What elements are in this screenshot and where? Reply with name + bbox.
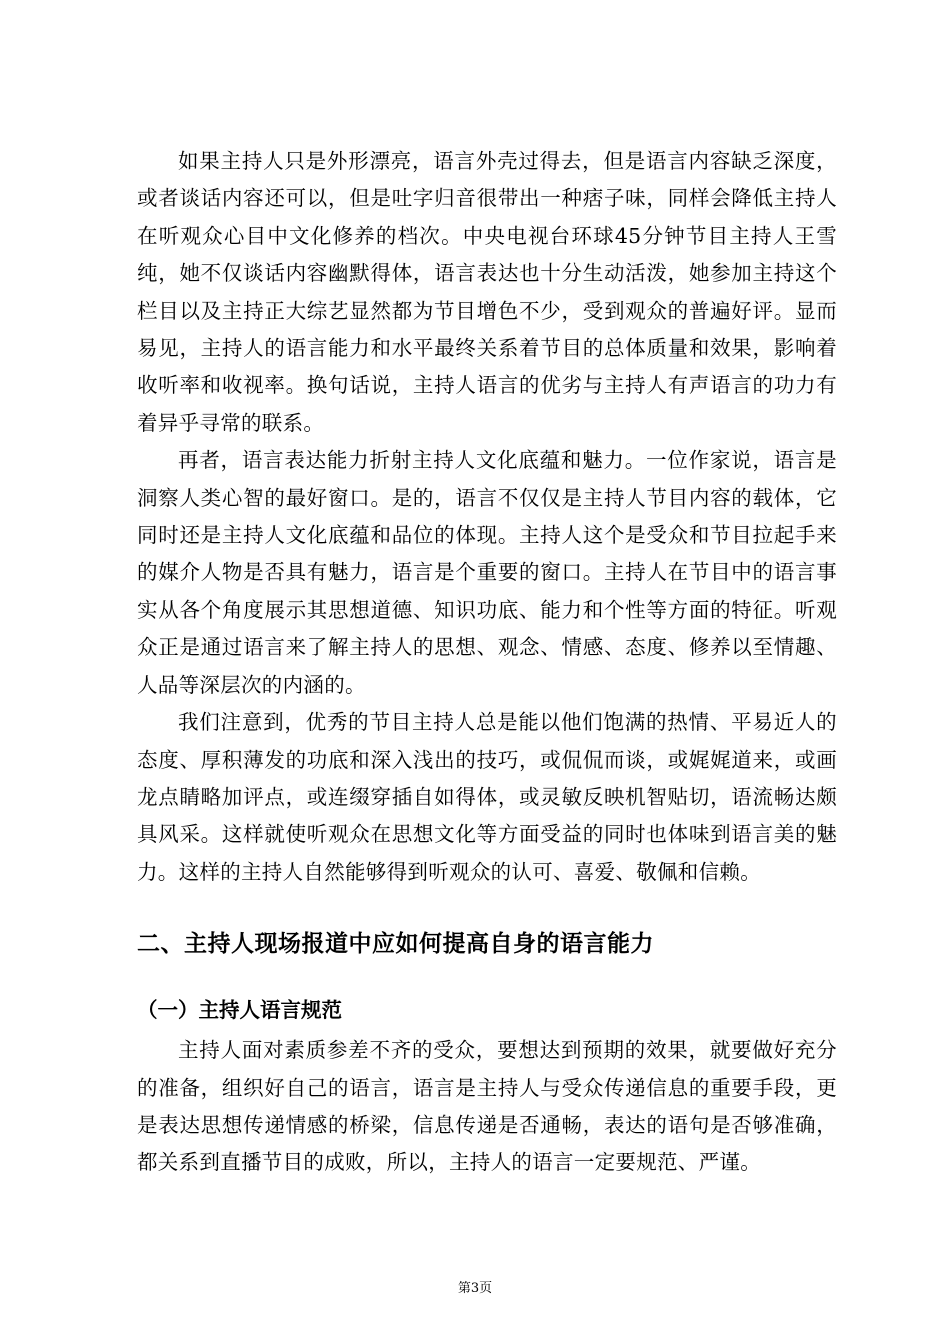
page-number: 第3页 xyxy=(457,1281,493,1296)
paragraph-4: 主持人面对素质参差不齐的受众，要想达到预期的效果，就要做好充分的准备，组织好自己的语言，语言是主持人与受众传递信息的重要手段，更是表达思想传递情感的桥梁，信息传递是否通畅，表达的语句是否够准确，都关系到直播节目的成败，所以，主持人的语言一定要规范、严谨。 xyxy=(137,1038,837,1175)
page-body xyxy=(137,143,837,1182)
subsection-heading: （一）主持人语言规范 xyxy=(137,998,342,1023)
paragraph-2: 再者，语言表达能力折射主持人文化底蕴和魅力。一位作家说，语言是洞察人类心智的最好窗口。是的，语言不仅仅是主持人节目内容的载体，它同时还是主持人文化底蕴和品位的体现。主持人这个是受众和节目拉起手来的媒介人物是否具有魅力，语言是个重要的窗口。主持人在节目中的语言事实从各个角度展示其思想道德、知识功底、能力和个性等方面的特征。听观众正是通过语言来了解主持人的思想、观念、情感、态度、修养以至情趣、人品等深层次的内涵的。 xyxy=(137,448,837,697)
section-heading: 二、主持人现场报道中应如何提高自身的语言能力 xyxy=(137,931,654,958)
paragraph-1: 如果主持人只是外形漂亮，语言外壳过得去，但是语言内容缺乏深度，或者谈话内容还可以，但是吐字归音很带出一种痞子味，同样会降低主持人在听观众心目中文化修养的档次。中央电视台环球45分钟节目主持人王雪纯，她不仅谈话内容幽默得体，语言表达也十分生动活泼，她参加主持这个栏目以及主持正大综艺显然都为节目增色不少，受到观众的普遍好评。显而易见，主持人的语言能力和水平最终关系着节目的总体质量和效果，影响着收听率和收视率。换句话说，主持人语言的优劣与主持人有声语言的功力有着异乎寻常的联系。 xyxy=(137,149,837,435)
paragraph-3: 我们注意到，优秀的节目主持人总是能以他们饱满的热情、平易近人的态度、厚积薄发的功底和深入浅出的技巧，或侃侃而谈，或娓娓道来，或画龙点睛略加评点，或连缀穿插自如得体，或灵敏反映机智贴切，语流畅达颇具风采。这样就使听观众在思想文化等方面受益的同时也体味到语言美的魅力。这样的主持人自然能够得到听观众的认可、喜爱、敬佩和信赖。 xyxy=(137,710,837,884)
